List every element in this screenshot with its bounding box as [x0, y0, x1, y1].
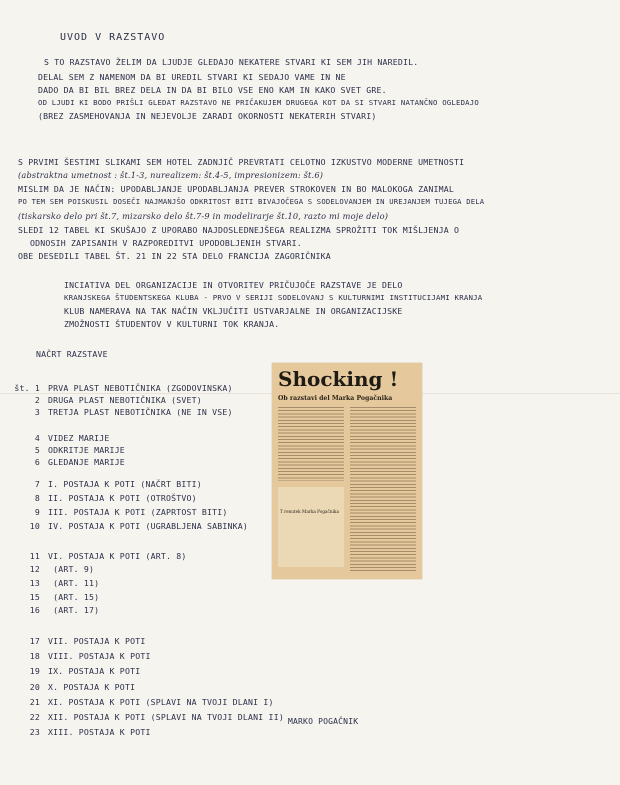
- item-text: XIII. POSTAJA K POTI: [48, 727, 151, 737]
- item-number: 2: [34, 395, 40, 405]
- item-number: 19: [29, 666, 40, 676]
- intro-line: DADO DA BI BIL BREZ DELA IN DA BI BILO VSE ENO KAM IN KAKO SVET GRE.: [38, 85, 387, 95]
- newspaper-clipping: [272, 363, 422, 579]
- item-text: (ART. 9): [48, 564, 95, 574]
- concept-line: SLEDI 12 TABEL KI SKUŠAJO Z UPORABO NAJDOSLEDNEJŠEGA REALIZMA SPROŽITI TOK MIŠLJENJA O: [18, 225, 460, 235]
- item-text: (ART. 15): [48, 592, 100, 602]
- item-number: 5: [34, 445, 40, 455]
- item-text: III. POSTAJA K POTI (ZAPRTOST BITI): [48, 507, 228, 517]
- item-text: VIII. POSTAJA K POTI: [48, 651, 151, 661]
- concept-line: ODNOSIH ZAPISANIH V RAZPOREDITVI UPODOBLJENIH STVARI.: [30, 238, 302, 248]
- item-text: II. POSTAJA K POTI (OTROŠTVO): [48, 493, 197, 503]
- concept-line: MISLIM DA JE NAČIN: UPODABLJANJE UPODABLJANJA PREVER STROKOVEN IN BO MALOKOGA ZANIMAL: [18, 184, 454, 194]
- item-number: 17: [29, 636, 40, 646]
- clipping-caption: T renutek Marka Pogačnika: [280, 509, 339, 514]
- list-item: [10, 457, 125, 467]
- list-item: [10, 666, 140, 676]
- list-item: [10, 445, 125, 455]
- list-item: [10, 493, 197, 503]
- item-number: 8: [34, 493, 40, 503]
- item-number: 11: [29, 551, 40, 561]
- item-number: 9: [34, 507, 40, 517]
- concept-line: OBE DESEDILI TABEL ŠT. 21 IN 22 STA DELO FRANCIJA ZAGORIČNIKA: [18, 251, 331, 261]
- list-item: [10, 697, 274, 707]
- list-item: [10, 395, 202, 405]
- list-item: [10, 712, 284, 722]
- list-heading: NAČRT RAZSTAVE: [36, 349, 108, 359]
- item-number: 15: [29, 592, 40, 602]
- intro-line: S TO RAZSTAVO ŽELIM DA LJUDJE GLEDAJO NEKATERE STVARI KI SEM JIH NAREDIL.: [44, 57, 419, 67]
- list-item: [10, 727, 151, 737]
- item-number: 13: [29, 578, 40, 588]
- item-number: 4: [34, 433, 40, 443]
- item-text: ODKRITJE MARIJE: [48, 445, 125, 455]
- item-text: (ART. 17): [48, 605, 100, 615]
- item-text: IX. POSTAJA K POTI: [48, 666, 141, 676]
- organization-line: KLUB NAMERAVA NA TAK NAČIN VKLJUČITI USTVARJALNE IN ORGANIZACIJSKE: [64, 306, 403, 316]
- signature: MARKO POGAČNIK: [288, 717, 359, 726]
- intro-line: DELAL SEM Z NAMENOM DA BI UREDIL STVARI KI SEDAJO VAME IN NE: [38, 72, 346, 82]
- item-text: IV. POSTAJA K POTI (UGRABLJENA SABINKA): [48, 521, 249, 531]
- item-text: VI. POSTAJA K POTI (ART. 8): [48, 551, 187, 561]
- item-text: TRETJA PLAST NEBOTIČNIKA (NE IN VSE): [48, 407, 233, 417]
- clipping-text-column-right: [350, 407, 416, 573]
- concept-line: S PRVIMI ŠESTIMI SLIKAMI SEM HOTEL ZADNJIČ PREVRTATI CELOTNO IZKUSTVO MODERNE UMETNOSTI: [18, 157, 465, 167]
- page-title: UVOD V RAZSTAVO: [60, 32, 166, 43]
- list-item: [10, 605, 99, 615]
- item-number: 22: [29, 712, 40, 722]
- item-number: 12: [29, 564, 40, 574]
- clipping-headline: Shocking !: [278, 367, 399, 391]
- item-number: 20: [29, 682, 40, 692]
- concept-line: (tiskarsko delo pri št.7, mizarsko delo št.7-9 in modelirarje št.10, razto mi moje delo): [18, 211, 389, 221]
- item-number: 23: [29, 727, 40, 737]
- list-item: [10, 383, 233, 393]
- item-number: 16: [29, 605, 40, 615]
- list-item: [10, 682, 135, 692]
- concept-line: (abstraktna umetnost : št.1-3, nurealizem: št.4-5, impresionizem: št.6): [18, 170, 324, 180]
- item-text: VIDEZ MARIJE: [48, 433, 110, 443]
- concept-line: PO TEM SEM POISKUSIL DOSEČI NAJMANJŠO ODKRITOST BITI BIVAJOČEGA S SODELOVANJEM IN UREJANJEM TUJEGA DELA: [18, 197, 485, 206]
- list-item: [10, 636, 145, 646]
- item-text: I. POSTAJA K POTI (NAČRT BITI): [48, 479, 202, 489]
- item-number: 3: [34, 407, 40, 417]
- list-item: [10, 578, 99, 588]
- item-text: X. POSTAJA K POTI: [48, 682, 136, 692]
- list-item: [10, 651, 151, 661]
- intro-line: (BREZ ZASMEHOVANJA IN NEJEVOLJE ZARADI OKORNOSTI NEKATERIH STVARI): [38, 111, 377, 121]
- organization-line: INCIATIVA DEL ORGANIZACIJE IN OTVORITEV PRIČUJOČE RAZSTAVE JE DELO: [64, 280, 403, 290]
- clipping-text-column-left: [278, 407, 344, 481]
- item-text: (ART. 11): [48, 578, 100, 588]
- item-number: št. 1: [14, 383, 40, 393]
- item-number: 10: [29, 521, 40, 531]
- item-number: 21: [29, 697, 40, 707]
- clipping-subheadline: Ob razstavi del Marka Pogačnika: [278, 395, 393, 402]
- intro-line: OD LJUDI KI BODO PRIŠLI GLEDAT RAZSTAVO NE PRIČAKUJEM DRUGEGA KOT DA SI STVARI NATANČNO OGLEDAJO: [38, 98, 479, 107]
- item-text: PRVA PLAST NEBOTIČNIKA (ZGODOVINSKA): [48, 383, 233, 393]
- list-item: [10, 564, 94, 574]
- organization-line: KRANJSKEGA ŠTUDENTSKEGA KLUBA - PRVO V SERIJI SODELOVANJ S KULTURNIMI INSTITUCIJAMI KRANJA: [64, 293, 483, 302]
- item-number: 18: [29, 651, 40, 661]
- item-number: 6: [34, 457, 40, 467]
- list-item: [10, 433, 110, 443]
- item-text: XII. POSTAJA K POTI (SPLAVI NA TVOJI DLANI II): [48, 712, 284, 722]
- list-item: [10, 407, 233, 417]
- list-item: [10, 521, 248, 531]
- item-text: DRUGA PLAST NEBOTIČNIKA (SVET): [48, 395, 202, 405]
- clipping-photo-area: [278, 487, 344, 567]
- list-item: [10, 479, 202, 489]
- list-item: [10, 592, 99, 602]
- list-item: [10, 551, 187, 561]
- list-item: [10, 507, 228, 517]
- item-number: 7: [34, 479, 40, 489]
- item-text: XI. POSTAJA K POTI (SPLAVI NA TVOJI DLANI I): [48, 697, 274, 707]
- item-text: VII. POSTAJA K POTI: [48, 636, 146, 646]
- item-text: GLEDANJE MARIJE: [48, 457, 125, 467]
- organization-line: ZMOŽNOSTI ŠTUDENTOV V KULTURNI TOK KRANJA.: [64, 319, 280, 329]
